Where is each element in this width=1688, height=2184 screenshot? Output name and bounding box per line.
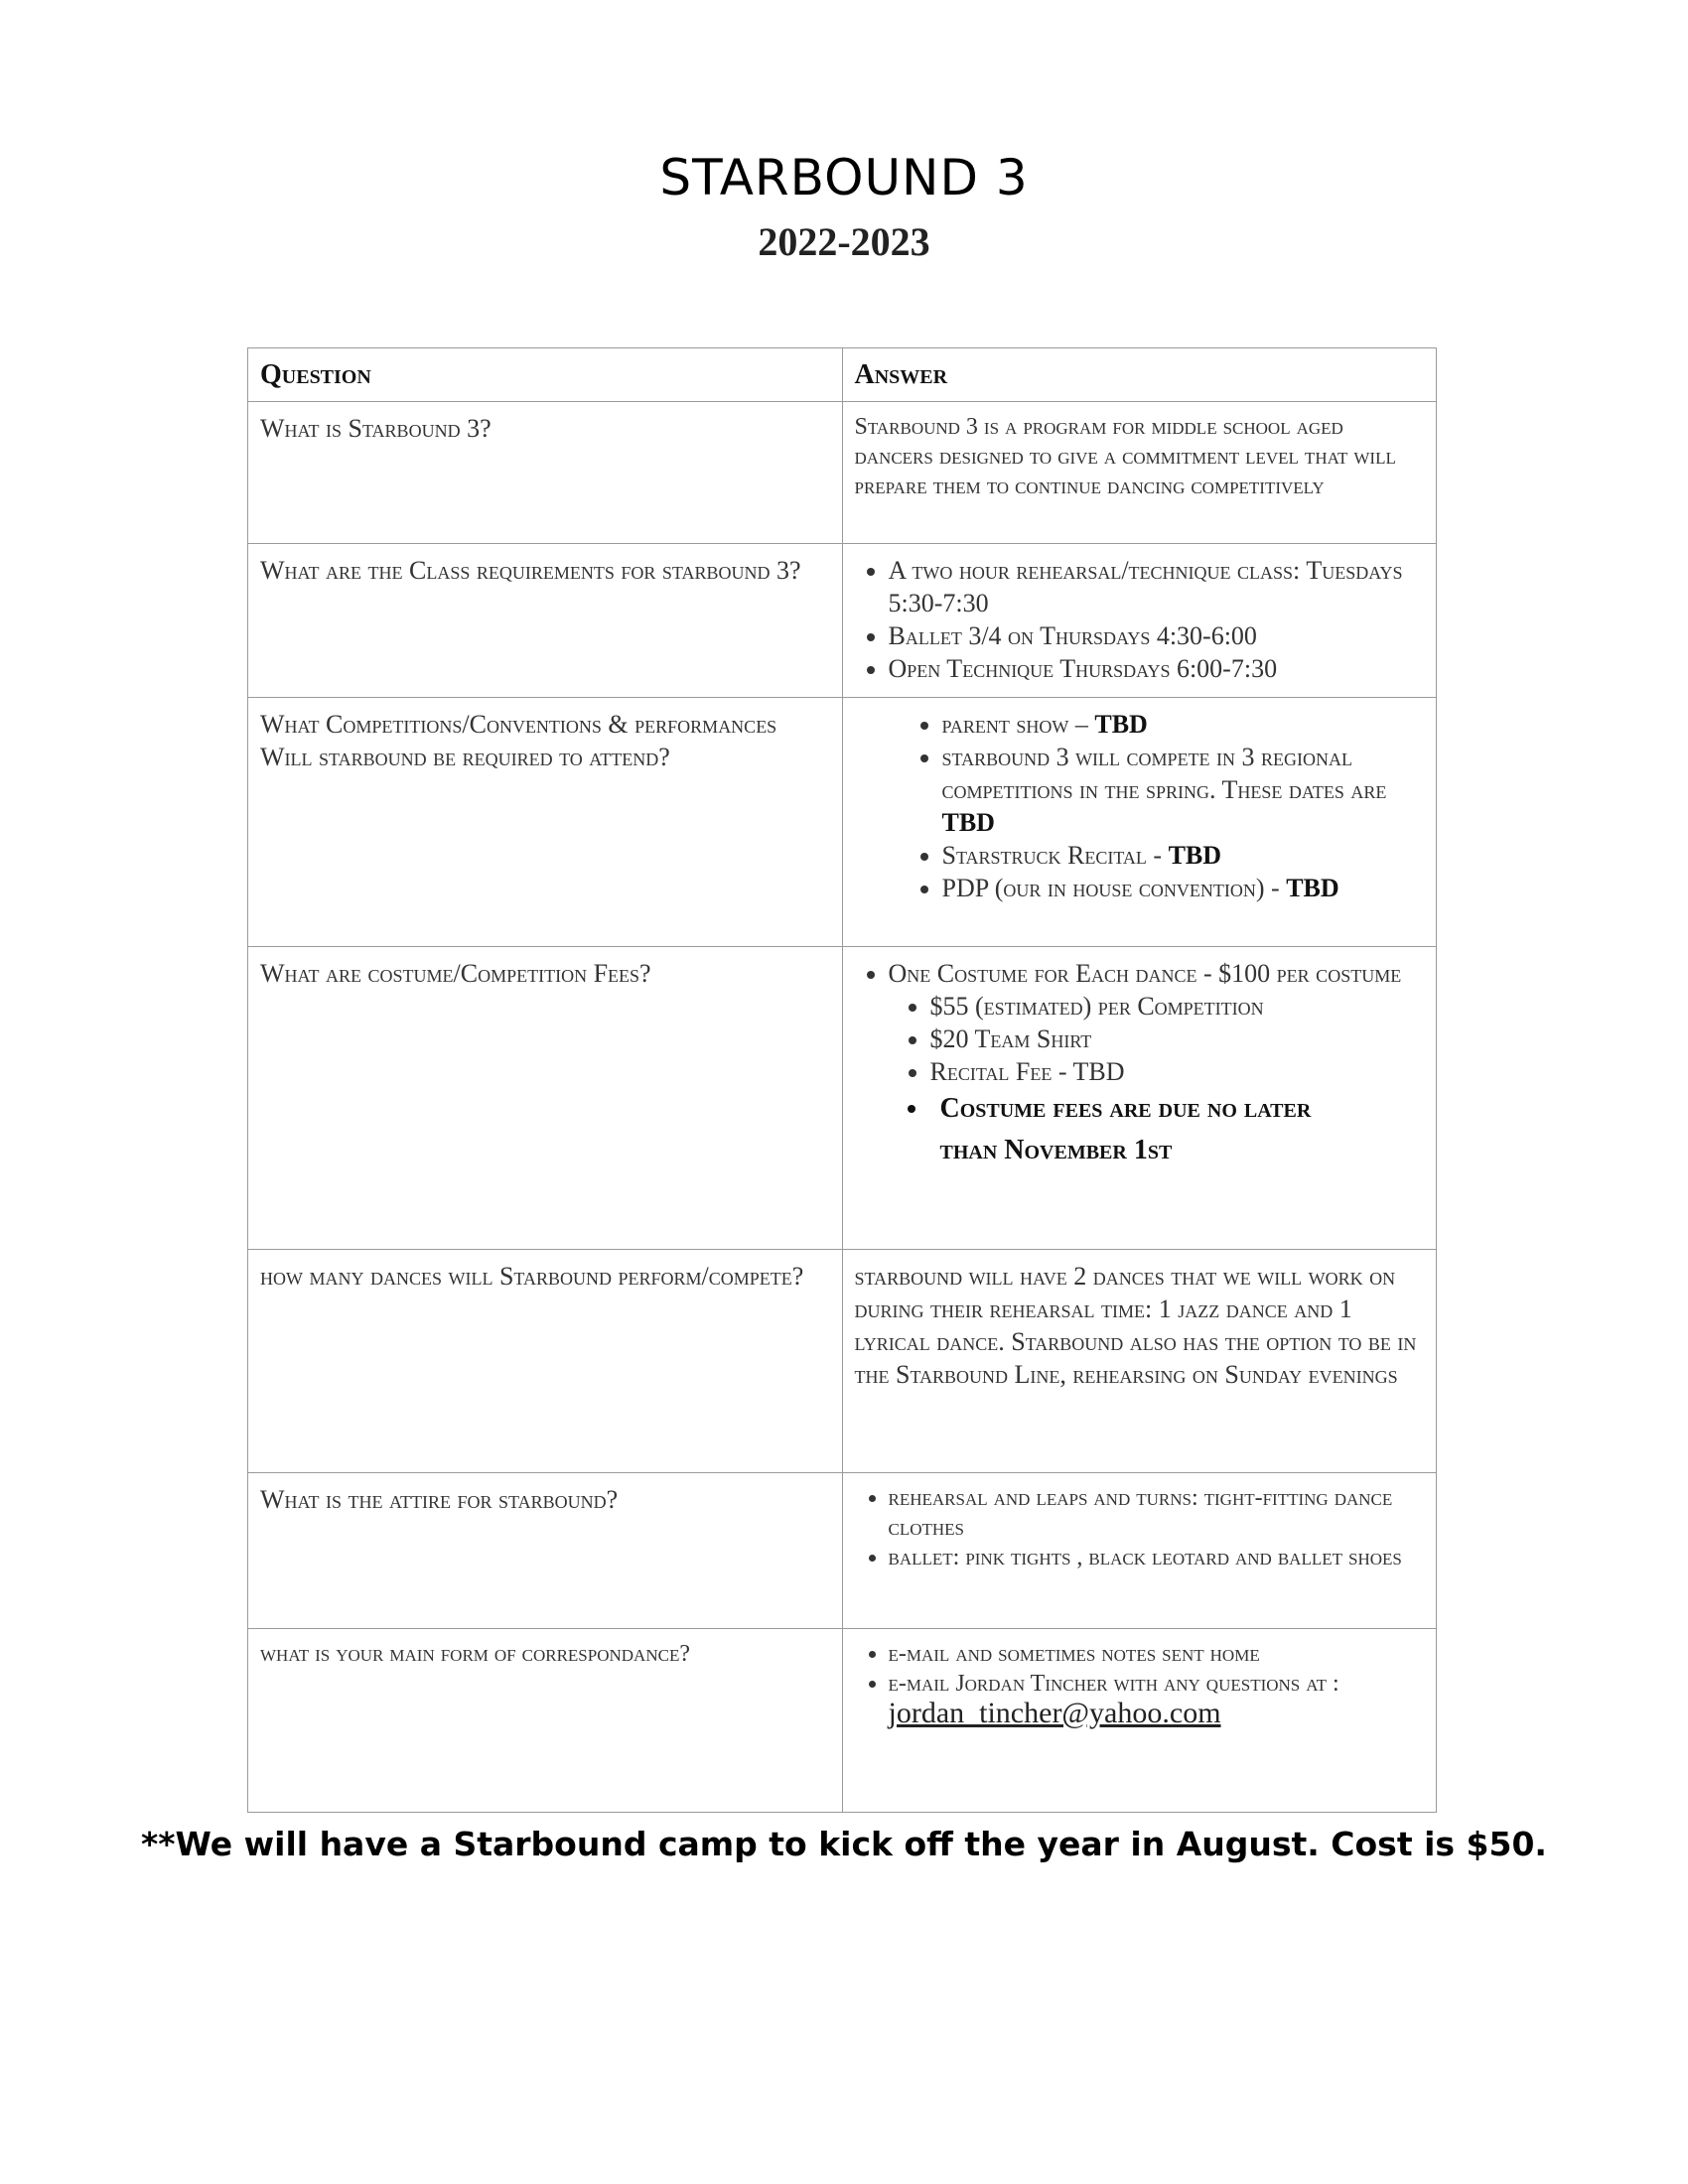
page-title: STARBOUND 3 [659, 149, 1029, 206]
table-header-row [248, 348, 1437, 402]
table-row [248, 402, 1437, 544]
question-cell: What is Starbound 3? [248, 402, 843, 544]
list-item: • Starstruck Recital - TBD [942, 839, 1425, 872]
list-item: • starbound 3 will compete in 3 regional competitions in the spring. These dates are TBD [942, 741, 1425, 839]
list-item: • e-mail and sometimes notes sent home [889, 1639, 1425, 1669]
due-date-note: • Costume fees are due no later than November 1st [930, 1088, 1425, 1171]
question-cell: What is the attire for starbound? [248, 1473, 843, 1629]
list-item: • One Costume for Each dance - $100 per costume [889, 957, 1425, 990]
season-year: 2022-2023 [758, 219, 930, 264]
camp-footnote: **We will have a Starbound camp to kick off the year in August. Cost is $50. [141, 1825, 1547, 1863]
answer-header: Answer [842, 348, 1437, 402]
question-cell: What Competitions/Conventions & performances Will starbound be required to attend? [248, 698, 843, 947]
list-item: • PDP (our in house convention) - TBD [942, 872, 1425, 904]
answer-cell [842, 544, 1437, 698]
table-row [248, 1473, 1437, 1629]
answer-cell: starbound will have 2 dances that we will work on during their rehearsal time: 1 jazz dance and 1 lyrical dance. Starbound also has the option to be in the Starbound Line, rehearsing on Sunday evenings [842, 1250, 1437, 1473]
list-item: • $20 Team Shirt [930, 1023, 1425, 1055]
contact-email-link[interactable]: jordan_tincher@yahoo.com [888, 1697, 1221, 1729]
list-item: • parent show – TBD [942, 708, 1425, 741]
table-row [248, 1250, 1437, 1473]
question-cell: how many dances will Starbound perform/compete? [248, 1250, 843, 1473]
question-cell: What are the Class requirements for starbound 3? [248, 544, 843, 698]
answer-cell [842, 1473, 1437, 1629]
attire-list [855, 1483, 1425, 1572]
list-item: • rehearsal and leaps and turns: tight-fitting dance clothes [889, 1483, 1425, 1543]
list-item: • Ballet 3/4 on Thursdays 4:30-6:00 [889, 619, 1425, 652]
list-item: • $55 (estimated) per Competition [930, 990, 1425, 1023]
answer-cell: Starbound 3 is a program for middle school aged dancers designed to give a commitment level that will prepare them to continue dancing competitively [842, 402, 1437, 544]
list-item: • ballet: pink tights , black leotard and ballet shoes [889, 1543, 1425, 1572]
faq-table [247, 347, 1437, 1813]
table-row [248, 544, 1437, 698]
question-cell: What are costume/Competition Fees? [248, 947, 843, 1250]
list-item: • e-mail Jordan Tincher with any questions at : jordan_tincher@yahoo.com [889, 1669, 1425, 1730]
table-row [248, 698, 1437, 947]
table-row [248, 1629, 1437, 1813]
question-cell: what is your main form of correspondance? [248, 1629, 843, 1813]
answer-cell [842, 698, 1437, 947]
table-row [248, 947, 1437, 1250]
list-item: • A two hour rehearsal/technique class: Tuesdays 5:30-7:30 [889, 554, 1425, 619]
events-list [855, 708, 1425, 904]
class-requirements-list [855, 554, 1425, 685]
question-header: Question [248, 348, 843, 402]
answer-cell [842, 1629, 1437, 1813]
contact-list [855, 1639, 1425, 1730]
fees-list [855, 957, 1425, 990]
list-item: • Open Technique Thursdays 6:00-7:30 [889, 652, 1425, 685]
list-item: • Recital Fee - TBD [930, 1055, 1425, 1088]
fees-sub-list [855, 990, 1425, 1171]
answer-cell [842, 947, 1437, 1250]
